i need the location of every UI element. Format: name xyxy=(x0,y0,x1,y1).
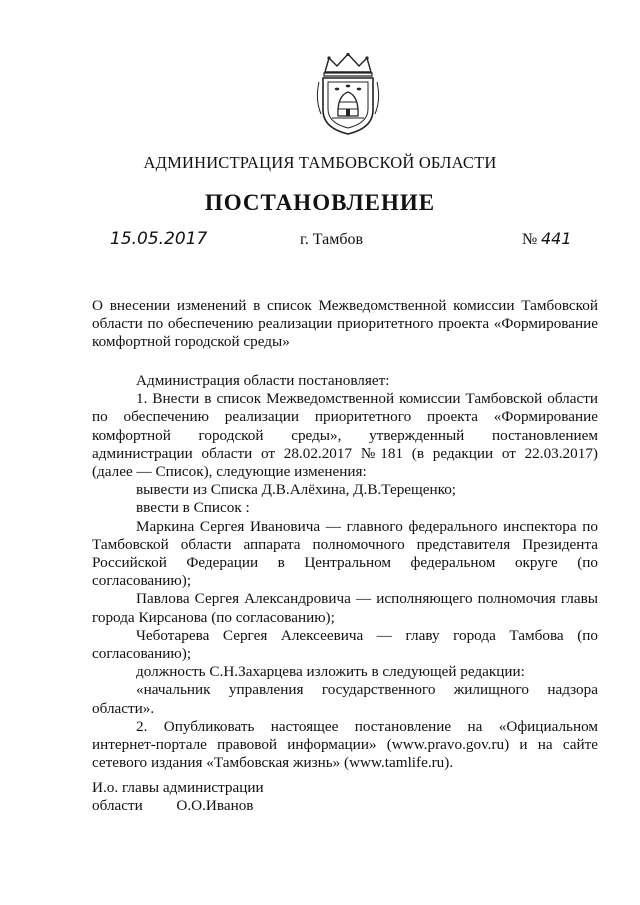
signature-position: И.о. главы администрации xyxy=(92,779,264,796)
body-line: вывести из Списка Д.В.Алёхина, Д.В.Терещенко; xyxy=(136,481,457,499)
body-line: Тамбовской области аппарата полномочного представителя Президента xyxy=(92,535,598,553)
body-line: Российской Федерации в Центральном федеральном округе (по xyxy=(92,554,598,572)
body-line: сетевого издания «Тамбовская жизнь» (www.tamlife.ru). xyxy=(92,754,454,772)
body-line: (далее — Список), следующие изменения: xyxy=(92,463,367,481)
body-block xyxy=(92,372,598,772)
document-date: 15.05.2017 xyxy=(110,229,208,249)
body-line: администрации области от 28.02.2017 №181 (в редакции от 22.03.2017) xyxy=(92,444,598,462)
subject-line: комфортной городской среды» xyxy=(92,333,290,351)
document-city: г. Тамбов xyxy=(300,231,364,248)
body-line: по обеспечению реализации приоритетного проекта «Формирование xyxy=(92,408,598,426)
signature-name: О.О.Иванов xyxy=(176,797,254,815)
body-line: Маркина Сергея Ивановича — главного федерального инспектора по xyxy=(136,517,598,535)
subject-block xyxy=(92,297,598,352)
authority-title: АДМИНИСТРАЦИЯ ТАМБОВСКОЙ ОБЛАСТИ xyxy=(143,153,497,172)
subject-line: О внесении изменений в список Межведомственной комиссии Тамбовской xyxy=(92,297,598,314)
preamble: Администрация области постановляет: xyxy=(136,372,390,389)
body-line: города Кирсанова (по согласованию); xyxy=(92,608,335,626)
body-line: согласованию); xyxy=(92,645,192,663)
document-number: 441 xyxy=(541,229,572,248)
body-line: «начальник управления государственного жилищного надзора xyxy=(136,681,598,699)
body-line: ввести в Список : xyxy=(136,499,250,517)
body-line: должность С.Н.Захарцева изложить в следующей редакции: xyxy=(136,663,525,681)
body-line: интернет-портале правовой информации» (www.pravo.gov.ru) и на сайте xyxy=(92,736,598,754)
body-line: согласованию); xyxy=(92,572,192,590)
body-line: Чеботарева Сергея Алексеевича — главу города Тамбова (по xyxy=(136,626,598,644)
body-line: комфортной городской среды», утвержденный постановлением xyxy=(92,426,598,444)
body-line: Павлова Сергея Александровича — исполняющего полномочия главы xyxy=(136,590,598,608)
coat-of-arms-icon xyxy=(315,52,381,136)
body-line: области». xyxy=(92,699,155,717)
body-line: 1. Внести в список Межведомственной комиссии Тамбовской области xyxy=(136,390,598,408)
signature-block xyxy=(92,779,392,815)
number-label: № xyxy=(522,231,538,248)
signature-region: области xyxy=(92,797,143,815)
document-type-title: ПОСТАНОВЛЕНИЕ xyxy=(204,190,436,215)
body-line: 2. Опубликовать настоящее постановление на «Официальном xyxy=(136,717,598,735)
subject-line: области по обеспечению реализации приоритетного проекта «Формирование xyxy=(92,315,598,333)
